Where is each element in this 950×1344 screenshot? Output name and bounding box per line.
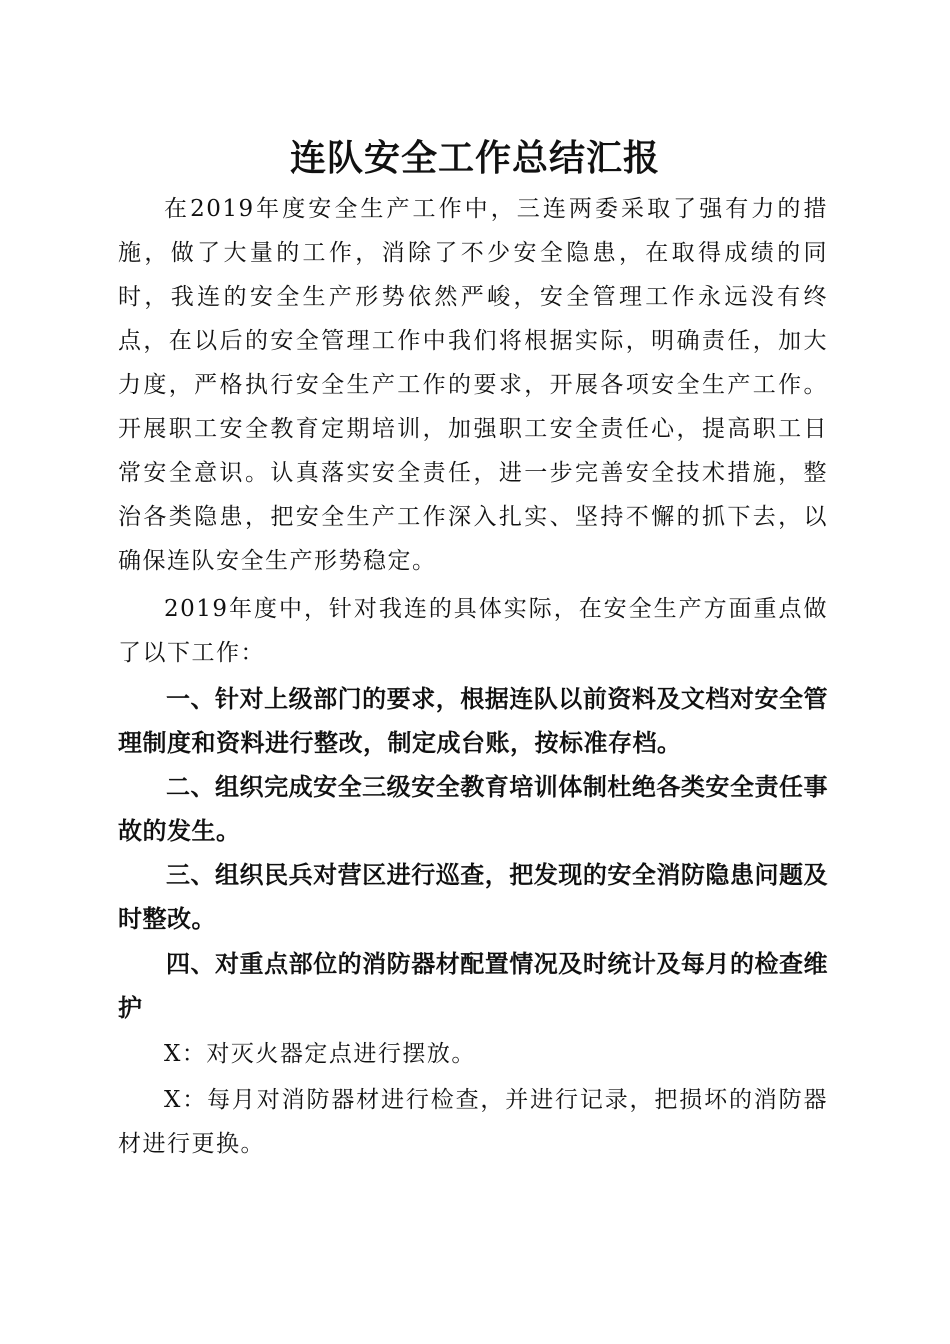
paragraph-intro: 在2019年度安全生产工作中，三连两委采取了强有力的措施，做了大量的工作，消除了不少安全隐患，在取得成绩的同时，我连的安全生产形势依然严峻，安全管理工作永远没有终点，在以后的安全管理工作中我们将根据实际，明确责任，加大力度，严格执行安全生产工作的要求，开展各项安全生产工作。开展职工安全教育定期培训，加强职工安全责任心，提高职工日常安全意识。认真落实安全责任，进一步完善安全技术措施，整治各类隐患，把安全生产工作深入扎实、坚持不懈的抓下去，以确保连队安全生产形势稳定。 <box>118 196 828 574</box>
paragraph-overview: 2019年度中，针对我连的具体实际，在安全生产方面重点做了以下工作： <box>118 596 828 666</box>
paragraph-item-2: 二、组织完成安全三级安全教育培训体制杜绝各类安全责任事故的发生。 <box>118 773 828 845</box>
paragraph-subitem-2: X：每月对消防器材进行检查，并进行记录，把损坏的消防器材进行更换。 <box>118 1087 828 1157</box>
document-title: 连队安全工作总结汇报 <box>289 137 660 179</box>
paragraph-item-1: 一、针对上级部门的要求，根据连队以前资料及文档对安全管理制度和资料进行整改，制定成台账，按标准存档。 <box>118 685 828 757</box>
paragraph-item-4: 四、对重点部位的消防器材配置情况及时统计及每月的检查维护 <box>118 950 828 1022</box>
paragraph-subitem-1: X：对灭火器定点进行摆放。 <box>164 1041 476 1067</box>
paragraph-item-3: 三、组织民兵对营区进行巡查，把发现的安全消防隐患问题及时整改。 <box>118 861 828 933</box>
